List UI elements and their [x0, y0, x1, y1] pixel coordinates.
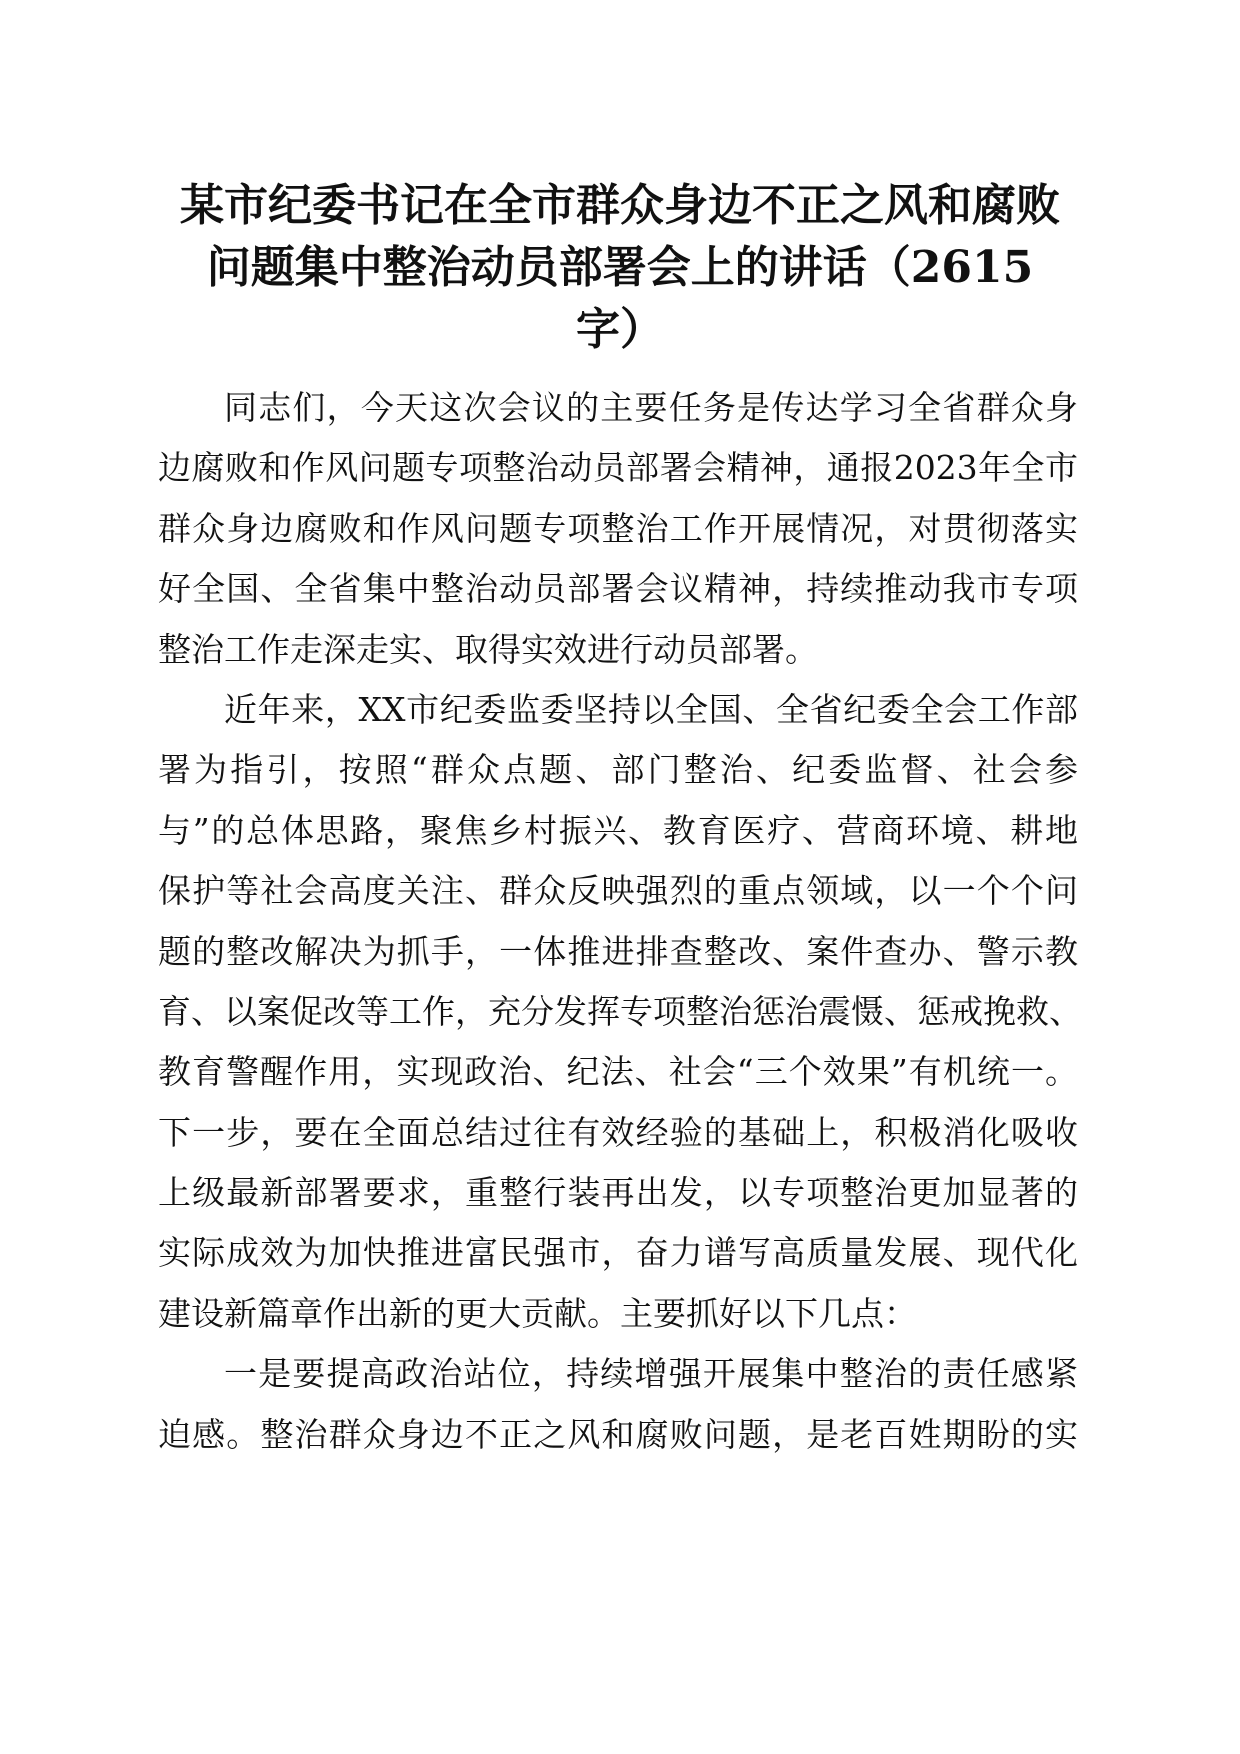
paragraph-point-one — [158, 1344, 1078, 1465]
text-line: 上级最新部署要求，重整行装再出发，以专项整治更加显著的 — [158, 1173, 1078, 1213]
text-line: 同志们，今天这次会议的主要任务是传达学习全省群众身 — [224, 388, 1078, 427]
paragraph-opening — [158, 378, 1078, 680]
paragraph-recent-years — [158, 680, 1082, 1344]
text-line: 群众身边腐败和作风问题专项整治工作开展情况，对贯彻落实 — [158, 508, 1078, 548]
text-line: 与”的总体思路，聚焦乡村振兴、教育医疗、营商环境、耕地 — [158, 810, 1078, 850]
text-line: 题的整改解决为抓手，一体推进排查整改、案件查办、警示教 — [158, 931, 1078, 971]
text-line: 署为指引，按照“群众点题、部门整治、纪委监督、社会参 — [158, 750, 1078, 790]
title-line: 字） — [576, 304, 664, 355]
text-line: 边腐败和作风问题专项整治动员部署会精神，通报2023年全市 — [158, 448, 1078, 488]
text-line: 下一步，要在全面总结过往有效经验的基础上，积极消化吸收 — [158, 1112, 1078, 1152]
text-line: 教育警醒作用，实现政治、纪法、社会“三个效果”有机统一。 — [158, 1052, 1078, 1092]
text-line: 建设新篇章作出新的更大贡献。主要抓好以下几点： — [158, 1293, 917, 1333]
text-line: 一是要提高政治站位，持续增强开展集中整治的责任感紧 — [224, 1354, 1078, 1394]
text-line: 整治工作走深走实、取得实效进行动员部署。 — [158, 629, 818, 669]
document-body — [158, 378, 1082, 1465]
text-line: 迫感。整治群众身边不正之风和腐败问题，是老百姓期盼的实 — [158, 1414, 1078, 1454]
title-line: 某市纪委书记在全市群众身边不正之风和腐败 — [180, 180, 1060, 231]
text-line: 实际成效为加快推进富民强市，奋力谱写高质量发展、现代化 — [158, 1233, 1078, 1273]
text-line: 育、以案促改等工作，充分发挥专项整治惩治震慑、惩戒挽救、 — [158, 991, 1082, 1031]
text-line: 好全国、全省集中整治动员部署会议精神，持续推动我市专项 — [158, 569, 1078, 609]
title-line: 问题集中整治动员部署会上的讲话（2615 — [206, 242, 1034, 293]
text-line: 近年来，XX市纪委监委坚持以全国、全省纪委全会工作部 — [224, 689, 1078, 729]
text-line: 保护等社会高度关注、群众反映强烈的重点领域，以一个个问 — [158, 871, 1078, 911]
document-title — [150, 175, 1090, 361]
